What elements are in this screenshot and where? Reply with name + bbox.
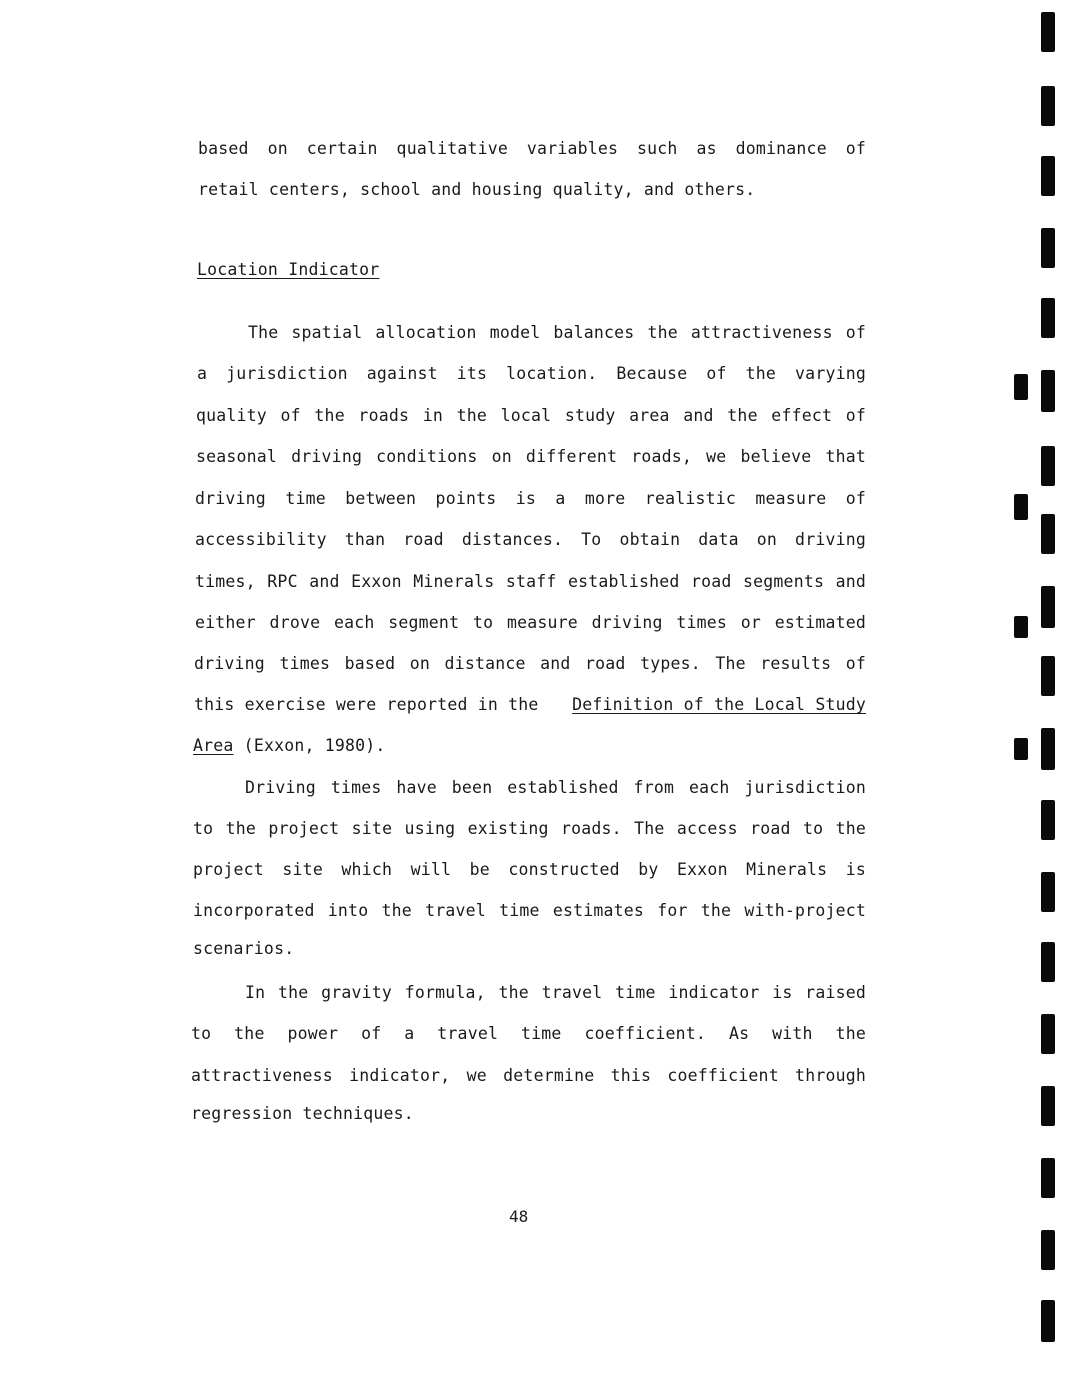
reference-title: Definition of the Local Study (572, 695, 866, 714)
text-line: to the project site using existing roads. The access road to the (193, 819, 866, 838)
text-line: seasonal driving conditions on different roads, we believe that (196, 447, 866, 466)
binding-hole-mark (1041, 872, 1055, 912)
citation: (Exxon, 1980). (233, 736, 386, 755)
binding-hole-mark (1014, 616, 1028, 638)
binding-hole-mark (1014, 374, 1028, 400)
binding-hole-mark (1041, 1230, 1055, 1270)
binding-hole-mark (1041, 1086, 1055, 1126)
text-line: incorporated into the travel time estimates for the with-project (193, 901, 866, 920)
binding-hole-mark (1041, 728, 1055, 770)
text-line: The spatial allocation model balances the attractiveness of (248, 323, 866, 342)
text-line: accessibility than road distances. To obtain data on driving (195, 530, 866, 549)
text-line: project site which will be constructed by Exxon Minerals is (193, 860, 866, 879)
text-line (193, 735, 386, 757)
binding-hole-mark (1041, 228, 1055, 268)
binding-hole-mark (1041, 446, 1055, 486)
binding-hole-mark (1041, 156, 1055, 196)
binding-hole-mark (1014, 738, 1028, 760)
binding-hole-mark (1014, 494, 1028, 520)
text-line: regression techniques. (191, 1104, 414, 1123)
text-line: quality of the roads in the local study area and the effect of (196, 406, 866, 425)
binding-hole-mark (1041, 800, 1055, 840)
text-line: a jurisdiction against its location. Because of the varying (197, 364, 866, 383)
text-line: In the gravity formula, the travel time indicator is raised (245, 983, 866, 1002)
page-number: 48 (509, 1207, 529, 1226)
text-line: Driving times have been established from each jurisdiction (245, 778, 866, 797)
text-line: attractiveness indicator, we determine this coefficient through (191, 1066, 866, 1085)
text-line: to the power of a travel time coefficient. As with the (191, 1024, 866, 1043)
binding-hole-mark (1041, 370, 1055, 412)
text-line: times, RPC and Exxon Minerals staff established road segments and (195, 572, 866, 591)
text-line: either drove each segment to measure driving times or estimated (195, 613, 866, 632)
binding-hole-mark (1041, 586, 1055, 628)
text-line: scenarios. (193, 939, 295, 958)
reference-title: Area (193, 736, 234, 755)
text-line: retail centers, school and housing quality, and others. (198, 180, 756, 199)
text-line: driving time between points is a more realistic measure of (195, 489, 866, 508)
binding-hole-mark (1041, 86, 1055, 126)
text-line: driving times based on distance and road types. The results of (194, 654, 866, 673)
binding-hole-mark (1041, 942, 1055, 982)
text-line: based on certain qualitative variables such as dominance of (198, 139, 866, 158)
binding-hole-mark (1041, 1014, 1055, 1054)
binding-hole-mark (1041, 298, 1055, 338)
binding-hole-mark (1041, 656, 1055, 696)
section-heading: Location Indicator (197, 260, 380, 279)
binding-hole-mark (1041, 514, 1055, 554)
text-line (194, 694, 866, 716)
binding-hole-mark (1041, 12, 1055, 52)
binding-hole-mark (1041, 1300, 1055, 1342)
text-segment: this exercise were reported in the (194, 695, 539, 714)
binding-hole-mark (1041, 1158, 1055, 1198)
